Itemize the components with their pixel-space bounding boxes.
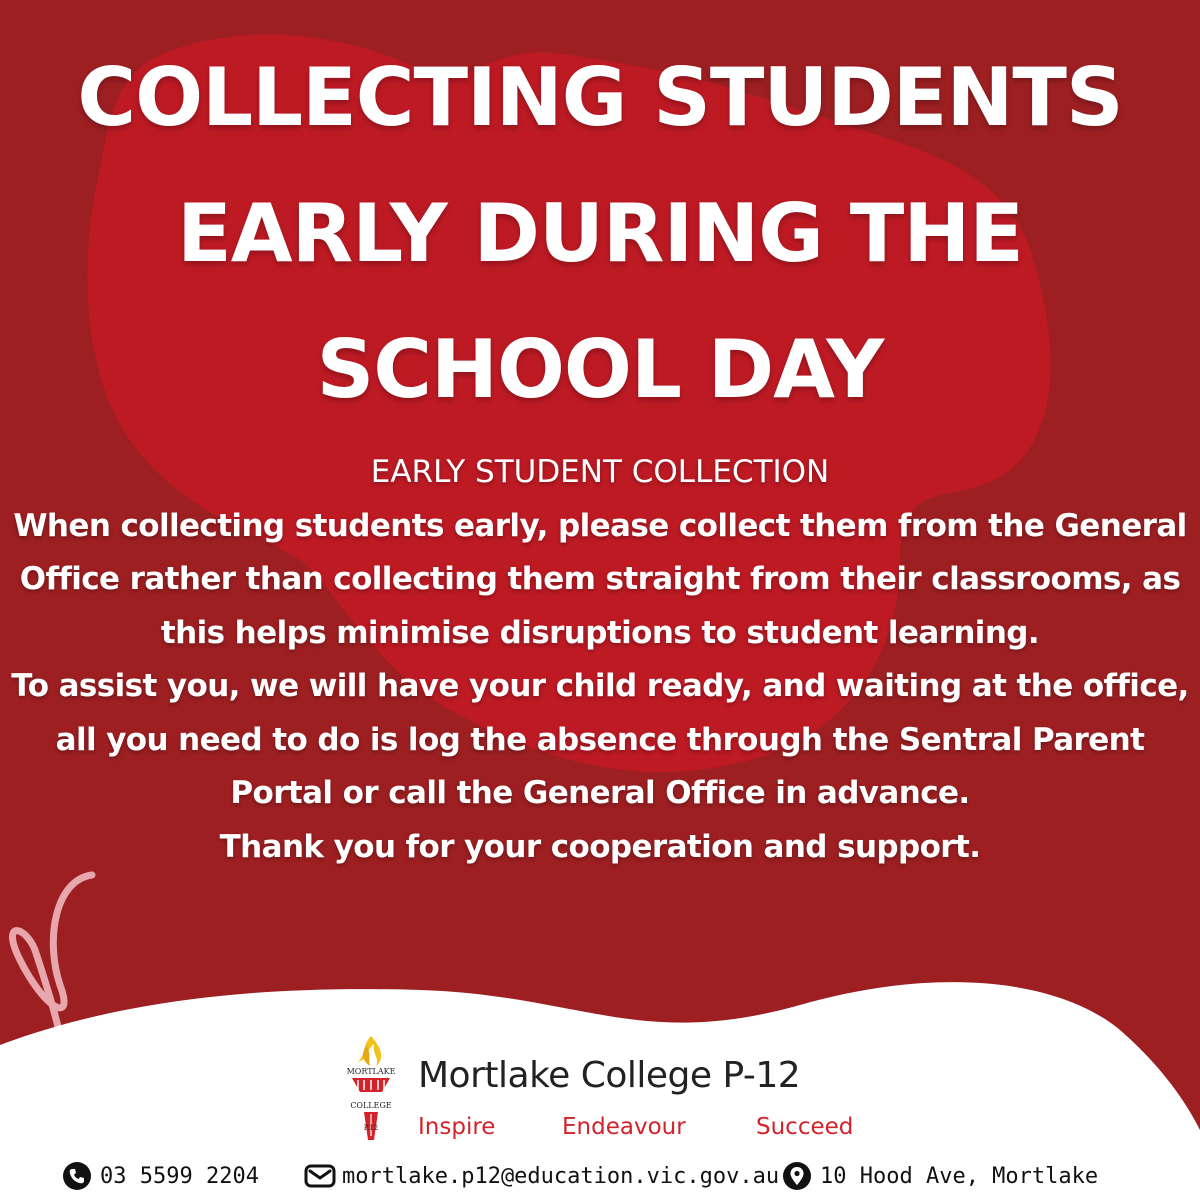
contact-email[interactable] bbox=[304, 1160, 779, 1192]
street-address: 10 Hood Ave, Mortlake bbox=[820, 1163, 1099, 1189]
title-line: EARLY DURING THE bbox=[177, 187, 1023, 280]
torch-crest-icon bbox=[336, 1032, 406, 1150]
title-line: COLLECTING STUDENTS bbox=[77, 51, 1123, 144]
motto-word: Succeed bbox=[756, 1114, 854, 1140]
email-address: mortlake.p12@education.vic.gov.au bbox=[342, 1163, 780, 1189]
crest-text-middle: COLLEGE bbox=[350, 1101, 392, 1110]
college-logo-block bbox=[336, 1032, 876, 1152]
crest-text-bottom: P.12 bbox=[363, 1124, 379, 1132]
contact-address[interactable] bbox=[782, 1160, 1098, 1192]
page-title bbox=[0, 30, 1200, 438]
mail-icon bbox=[304, 1161, 334, 1191]
motto-word: Inspire bbox=[418, 1114, 496, 1140]
contact-phone[interactable] bbox=[62, 1160, 259, 1192]
contact-bar bbox=[0, 1156, 1200, 1196]
paragraph-collection-instructions: When collecting students early, please collect them from the General Office rather than collecting them straight from their classrooms, as this helps minimise disruptions to student learning. bbox=[13, 507, 1187, 651]
paragraph-thanks: Thank you for your cooperation and support. bbox=[219, 828, 981, 865]
section-heading: EARLY STUDENT COLLECTION bbox=[370, 454, 830, 490]
phone-number: 03 5599 2204 bbox=[100, 1163, 259, 1189]
crest-text-top: MORTLAKE bbox=[346, 1067, 396, 1076]
title-line: SCHOOL DAY bbox=[316, 323, 884, 416]
college-name: Mortlake College P-12 bbox=[418, 1055, 801, 1096]
location-pin-icon bbox=[782, 1161, 812, 1191]
motto-word: Endeavour bbox=[562, 1114, 686, 1140]
notice-body bbox=[10, 446, 1190, 874]
phone-icon bbox=[62, 1161, 92, 1191]
paragraph-assistance: To assist you, we will have your child ready, and waiting at the office, all you need to do is log the absence through the Sentral Parent Portal or call the General Office in advance. bbox=[11, 668, 1189, 811]
